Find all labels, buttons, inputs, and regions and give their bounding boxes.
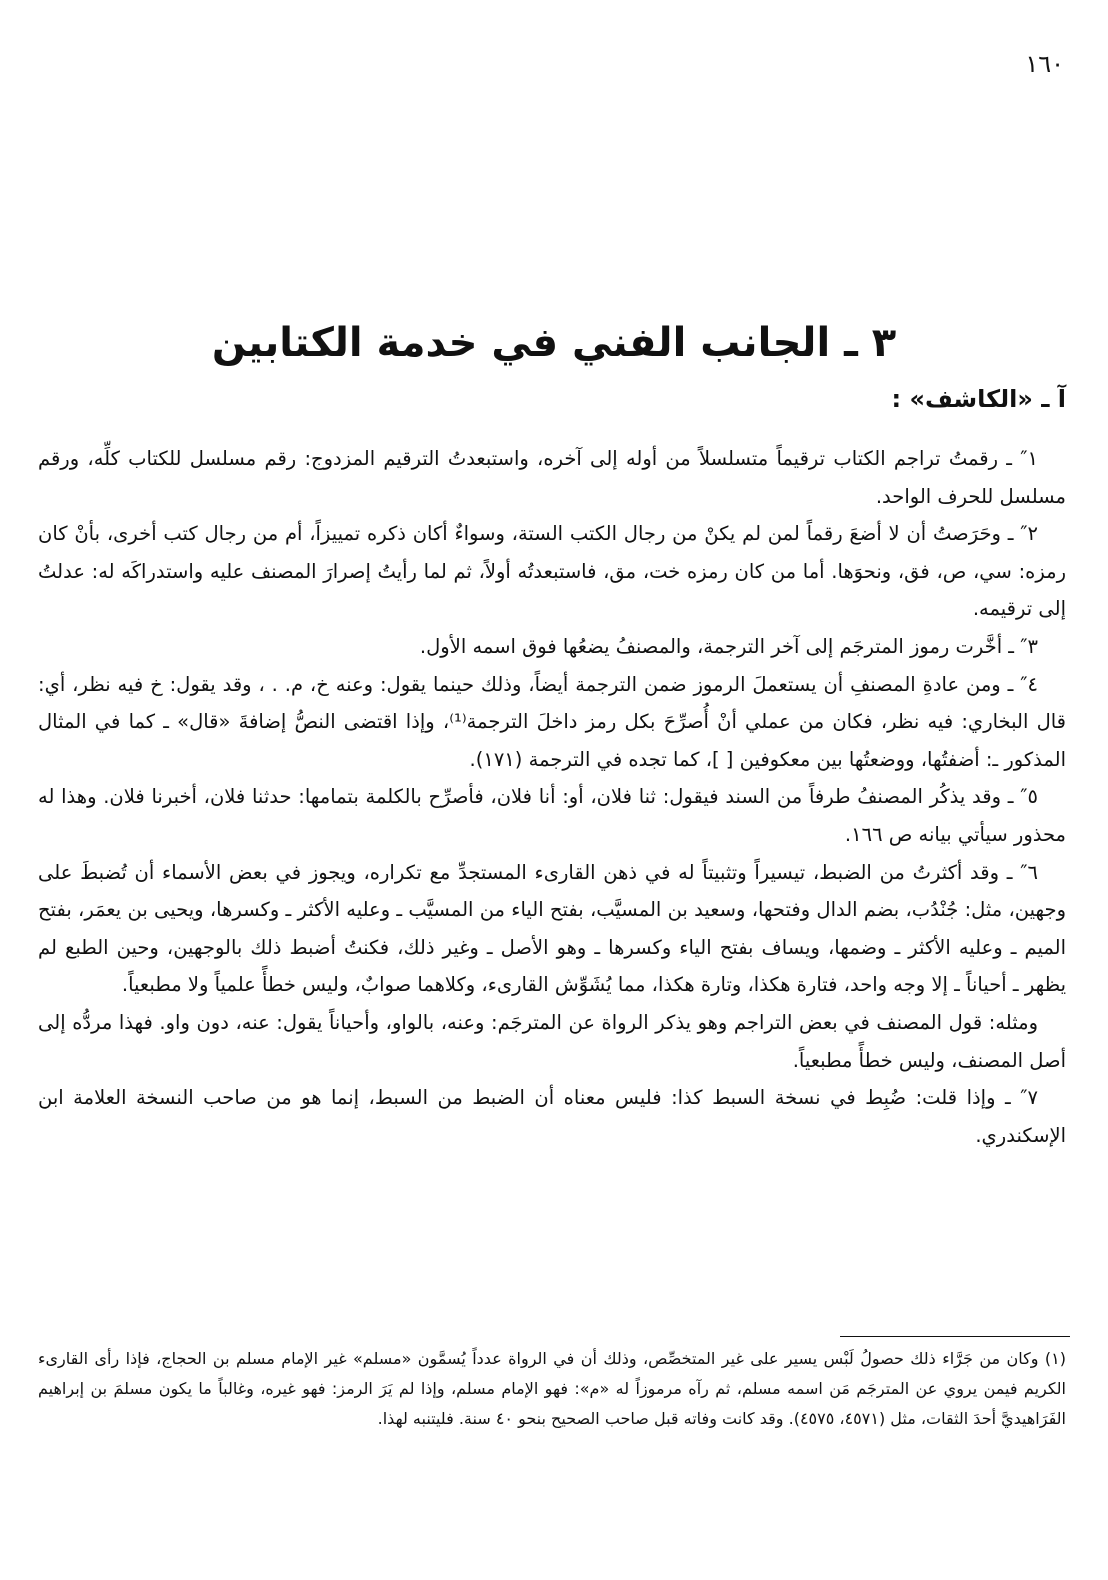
footnote-1: (١) وكان من جَرَّاء ذلك حصولُ لَبْس يسير على غير المتخصِّص، وذلك أن في الرواة عدداً يُسمَّون «مسلم» غير الإمام مسلم بن الحجاج، فإذا رأى القارىء الكريم فيمن يروي عن المترجَم مَن اسمه مسلم، ثم رآه مرموزاً له «م»: فهو الإمام مسلم، وإذا لم يَرَ الرمز: فهو غيره، وغالباً ما يكون مسلمَ بن إبراهيم الفَرَاهيديَّ أحدَ الثقات، مثل (٤٥٧١، ٤٥٧٥). وقد كانت وفاته قبل صاحب الصحيح بنحو ٤٠ سنة. فليتنبه لهذا. xyxy=(38,1349,1066,1428)
paragraph-3: ٣″ ـ أخَّرت رموز المترجَم إلى آخر الترجمة، والمصنفُ يضعُها فوق اسمه الأول. xyxy=(419,634,1038,658)
footnote-divider xyxy=(840,1336,1070,1337)
section-heading: آ ـ «الكاشف» : xyxy=(891,385,1066,413)
footnotes xyxy=(38,1344,1066,1434)
paragraph-6: ٦″ ـ وقد أكثرتُ من الضبط، تيسيراً وتثبيتاً له في ذهن القارىء المستجدِّ مع تكراره، ويجوز في بعض الأسماء أن تُضبطَ على وجهين، مثل: جُنْدُب، بضم الدال وفتحها، وسعيد بن المسيَّب، بفتح الياء من المسيَّب ـ وعليه الأكثر ـ وكسرها، ويحيى بن يعمَر، بفتح الميم ـ وعليه الأكثر ـ وضمها، ويساف بفتح الياء وكسرها ـ وهو الأصل ـ وغير ذلك، فكنتُ أضبط ذلك بالوجهين، وحين الطبع لم يظهر ـ أحياناً ـ إلا وجه واحد، فتارة هكذا، وتارة هكذا، مما يُشَوِّش القارىء، وكلاهما صوابٌ، وليس خطأً علمياً ولا مطبعياً. xyxy=(38,860,1066,997)
paragraph-2: ٢″ ـ وحَرَصتُ أن لا أضعَ رقماً لمن لم يكنْ من رجال الكتب الستة، وسواءٌ أكان ذكره تمييزاً، أم من رجال كتب أخرى، بأنْ كان رمزه: سي، ص، فق، ونحوَها. أما من كان رمزه خت، مق، فاستبعدتُه أولاً، ثم لما رأيتُ إصرارَ المصنف عليه واستدراكَه له: عدلتُ إلى ترقيمه. xyxy=(38,522,1066,621)
page-number: ١٦٠ xyxy=(1025,50,1064,78)
body-text xyxy=(38,440,1066,1154)
chapter-title: ٣ ـ الجانب الفني في خدمة الكتابين xyxy=(211,320,897,366)
paragraph-1: ١″ ـ رقمتُ تراجم الكتاب ترقيماً متسلسلاً من أوله إلى آخره، واستبعدتُ الترقيم المزدوج: رقم مسلسل للكتاب كلِّه، ورقم مسلسل للحرف الواحد. xyxy=(38,447,1066,508)
paragraph-5: ٥″ ـ وقد يذكُر المصنفُ طرفاً من السند فيقول: ثنا فلان، أو: أنا فلان، فأصرِّح بالكلمة بتمامها: حدثنا فلان، أخبرنا فلان. وهذا له محذور سيأتي بيانه ص ١٦٦. xyxy=(38,785,1066,846)
paragraph-7: ومثله: قول المصنف في بعض التراجم وهو يذكر الرواة عن المترجَم: وعنه، بالواو، وأحياناً يقول: عنه، دون واو. فهذا مردُّه إلى أصل المصنف، وليس خطأً مطبعياً. xyxy=(38,1010,1066,1072)
paragraph-4: ٤″ ـ ومن عادةِ المصنفِ أن يستعملَ الرموز ضمن الترجمة أيضاً، وذلك حينما يقول: وعنه خ، م. . ، وقد يقول: خ فيه نظر، أي: قال البخاري: فيه نظر، فكان من عملي أنْ أُصرِّحَ بكل رمز داخلَ الترجمة⁽¹⁾، وإذا اقتضى النصُّ إضافةَ «قال» ـ كما في المثال المذكور ـ: أضفتُها، ووضعتُها بين معكوفين [ ]، كما تجده في الترجمة (١٧١). xyxy=(38,672,1066,771)
paragraph-8: ٧″ ـ وإذا قلت: ضُبِط في نسخة السبط كذا: فليس معناه أن الضبط من السبط، إنما هو من صاحب النسخة العلامة ابن الإسكندري. xyxy=(38,1086,1066,1147)
